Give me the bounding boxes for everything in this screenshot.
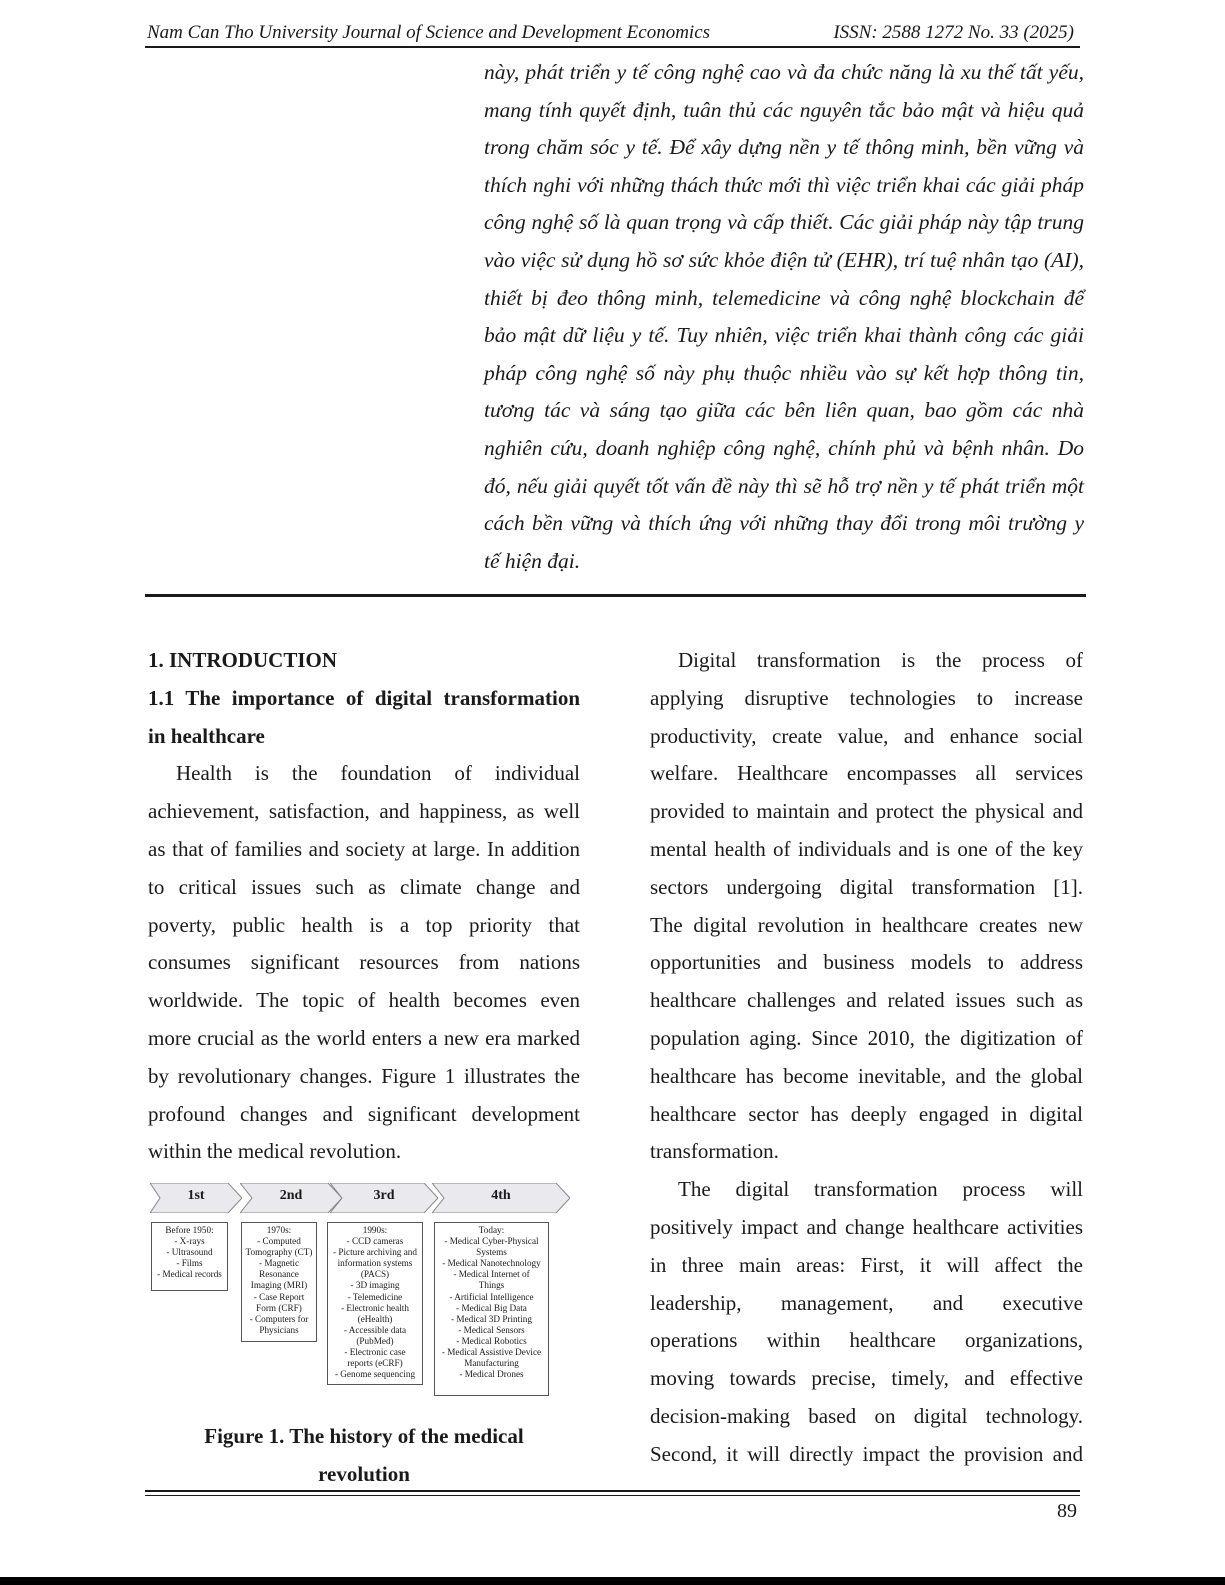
abstract-vietnamese <box>484 54 1084 580</box>
paragraph-line: within the medical revolution. <box>148 1139 402 1164</box>
paragraph-line: The digital revolution in healthcare creates new <box>650 912 1083 937</box>
stage-item: - Telemedicine <box>347 1291 403 1302</box>
stage-item: - 3D imaging <box>350 1280 400 1291</box>
abstract-line: nghiên cứu, doanh nghiệp công nghệ, chính phủ và bệnh nhân. Do <box>484 435 1084 460</box>
stage-item: - Medical records <box>157 1269 222 1280</box>
stage-item: Manufacturing <box>464 1358 519 1369</box>
stage-1-arrow <box>150 1183 242 1213</box>
intro-paragraph <box>148 755 580 1171</box>
abstract-line: đó, nếu giải quyết tốt vấn đề này thì sẽ hỗ trợ nền y tế phát triển một <box>484 473 1084 498</box>
stage-item: Systems <box>476 1247 507 1258</box>
stage-item: - Films <box>176 1258 203 1269</box>
figure-medical-revolution <box>150 1183 575 1415</box>
paragraph-line: healthcare sector has deeply engaged in digital <box>650 1101 1083 1126</box>
paragraph-line: Second, it will directly impact the provision and <box>650 1441 1083 1466</box>
stage-3-box <box>327 1222 423 1385</box>
stage-4-arrow <box>432 1183 570 1213</box>
paragraph-line: mental health of individuals and is one of the key <box>650 836 1083 861</box>
stage-item: - Case Report <box>253 1291 305 1302</box>
abstract-line: thích nghi với những thách thức mới thì việc triển khai các giải pháp <box>484 172 1084 197</box>
abstract-line: bảo mật dữ liệu y tế. Tuy nhiên, việc triển khai thành công các giải <box>484 323 1084 348</box>
paragraph-line: applying disruptive technologies to increase <box>650 685 1083 710</box>
paragraph-line: The digital transformation process will <box>678 1177 1083 1202</box>
stage-label: 3rd <box>373 1188 395 1203</box>
paragraph-line: opportunities and business models to address <box>650 950 1083 975</box>
paragraph-line: transformation. <box>650 1139 779 1164</box>
abstract-line: trong chăm sóc y tế. Để xây dựng nền y tế thông minh, bền vững và <box>484 135 1084 160</box>
stage-item: information systems <box>337 1258 413 1269</box>
abstract-line: cách bền vững và thích ứng với những thay đổi trong môi trường y <box>484 511 1084 536</box>
stage-item: Resonance <box>259 1269 299 1280</box>
paragraph-line: population aging. Since 2010, the digitization of <box>650 1025 1083 1050</box>
paragraph-line: Health is the foundation of individual <box>176 761 580 786</box>
stage-label: 2nd <box>279 1188 303 1203</box>
abstract-line: tương tác và sáng tạo giữa các bên liên quan, bao gồm các nhà <box>484 398 1084 423</box>
paragraph-line: provided to maintain and protect the physical and <box>650 799 1083 824</box>
abstract-line: mang tính quyết định, tuân thủ các nguyên tắc bảo mật và hiệu quả <box>484 97 1084 122</box>
stage-item: (PACS) <box>360 1269 390 1280</box>
stage-3-arrow <box>330 1183 438 1213</box>
abstract-line: công nghệ số là quan trọng và cấp thiết. Các giải pháp này tập trung <box>484 210 1084 235</box>
stage-item: - Computers for <box>249 1313 309 1324</box>
paragraph-line: more crucial as the world enters a new era marked <box>148 1025 580 1050</box>
paragraph-line: healthcare challenges and related issues such as <box>650 988 1083 1013</box>
stage-label: 4th <box>491 1188 511 1203</box>
stage-item: - Picture archiving and <box>333 1247 417 1258</box>
right-column <box>650 642 1083 1474</box>
stage-item: - Magnetic <box>258 1258 300 1269</box>
paragraph-line: poverty, public health is a top priority that <box>148 912 580 937</box>
subsection-heading-line: in healthcare <box>148 723 265 748</box>
footer-rule <box>145 1495 1080 1496</box>
paragraph-line: achievement, satisfaction, and happiness, as well <box>148 799 580 824</box>
stage-item: - Medical Big Data <box>456 1302 527 1313</box>
stage-item: (PubMed) <box>356 1335 394 1346</box>
issn-issue: ISSN: 2588 1272 No. 33 (2025) <box>833 22 1074 43</box>
stage-item: - Computed <box>257 1236 301 1247</box>
stage-item: Before 1950: <box>165 1225 214 1235</box>
footer-rule <box>145 1490 1080 1492</box>
left-column <box>148 642 580 1171</box>
stage-item: - Ultrasound <box>166 1247 213 1258</box>
paragraph-line: profound changes and significant development <box>148 1101 580 1126</box>
stage-item: - Medical Robotics <box>456 1335 527 1346</box>
abstract-line: này, phát triển y tế công nghệ cao và đa chức năng là xu thế tất yếu, <box>484 60 1084 84</box>
caption-line: revolution <box>318 1461 410 1486</box>
paragraph-line: by revolutionary changes. Figure 1 illustrates the <box>148 1063 580 1088</box>
figure-caption <box>148 1418 580 1494</box>
stage-item: - Genome sequencing <box>334 1369 416 1380</box>
abstract-line: thiết bị đeo thông minh, telemedicine và công nghệ blockchain để <box>484 285 1084 310</box>
caption-line: Figure 1. The history of the medical <box>204 1424 524 1448</box>
subsection-heading-line: 1.1 The importance of digital transformation <box>148 685 580 710</box>
stage-item: 1990s: <box>362 1225 388 1235</box>
paragraph-line: healthcare has become inevitable, and the global <box>650 1063 1083 1088</box>
paragraph-line: as that of families and society at large. In addition <box>148 836 580 861</box>
digital-transformation-paragraph <box>650 642 1083 1171</box>
running-header <box>145 20 1080 48</box>
stage-1-box <box>151 1222 228 1291</box>
paragraph-line: worldwide. The topic of health becomes even <box>148 988 580 1013</box>
journal-title: Nam Can Tho University Journal of Science and Development Economics <box>147 22 711 43</box>
stage-item: reports (eCRF) <box>347 1358 403 1369</box>
subsection-heading <box>148 680 580 756</box>
stage-item: - Medical Cyber-Physical <box>444 1236 539 1247</box>
paragraph-line: in three main areas: First, it will affect the <box>650 1252 1083 1277</box>
paragraph-line: leadership, management, and executive <box>650 1290 1083 1315</box>
stage-2-arrow <box>240 1183 342 1213</box>
stage-item: - Medical Internet of <box>453 1269 530 1280</box>
stage-item: - Electronic case <box>344 1347 406 1358</box>
section-heading: 1. INTRODUCTION <box>148 648 338 672</box>
stage-item: (eHealth) <box>357 1313 393 1324</box>
stage-item: - Medical Nanotechnology <box>442 1258 541 1269</box>
stage-item: - Accessible data <box>343 1324 407 1335</box>
stage-item: Things <box>478 1280 505 1291</box>
paragraph-line: sectors undergoing digital transformation [1]. <box>650 874 1083 899</box>
stage-item: Form (CRF) <box>256 1302 302 1313</box>
paragraph-line: decision-making based on digital technology. <box>650 1403 1083 1428</box>
paragraph-line: to critical issues such as climate change and <box>148 874 580 899</box>
stage-item: - Medical Sensors <box>458 1324 525 1335</box>
stage-item: - Medical 3D Printing <box>451 1313 532 1324</box>
stage-item: Tomography (CT) <box>245 1247 313 1258</box>
stage-item: - Medical Drones <box>459 1369 524 1380</box>
paragraph-line: Digital transformation is the process of <box>678 648 1083 672</box>
paragraph-line: consumes significant resources from nations <box>148 950 580 975</box>
stage-2-box <box>241 1222 317 1342</box>
stage-item: - Medical Assistive Device <box>441 1347 542 1358</box>
abstract-line: tế hiện đại. <box>484 548 581 573</box>
paragraph-line: operations within healthcare organizations, <box>650 1328 1083 1353</box>
page-number: 89 <box>1057 1500 1077 1522</box>
stage-item: Today: <box>478 1225 505 1235</box>
stage-item: - Artificial Intelligence <box>449 1291 534 1302</box>
abstract-line: pháp công nghệ số này phụ thuộc nhiều vào sự kết hợp thông tin, <box>484 360 1084 385</box>
impact-paragraph <box>650 1171 1083 1473</box>
stage-item: - X-rays <box>174 1236 205 1247</box>
stage-item: Imaging (MRI) <box>250 1280 308 1291</box>
stage-label: 1st <box>187 1188 205 1203</box>
paragraph-line: productivity, create value, and enhance social <box>650 723 1083 748</box>
stage-item: - Electronic health <box>341 1302 409 1313</box>
paragraph-line: positively impact and change healthcare activities <box>650 1214 1083 1239</box>
stage-item: Physicians <box>259 1324 299 1335</box>
stage-item: - CCD cameras <box>346 1236 404 1247</box>
abstract-divider <box>145 594 1086 597</box>
scan-edge <box>0 1577 1225 1585</box>
stage-item: 1970s: <box>266 1225 292 1235</box>
abstract-line: vào việc sử dụng hồ sơ sức khỏe điện tử (EHR), trí tuệ nhân tạo (AI), <box>484 247 1084 272</box>
paragraph-line: moving towards precise, timely, and effective <box>650 1366 1083 1391</box>
paragraph-line: welfare. Healthcare encompasses all services <box>650 761 1083 786</box>
stage-4-box <box>434 1222 549 1396</box>
